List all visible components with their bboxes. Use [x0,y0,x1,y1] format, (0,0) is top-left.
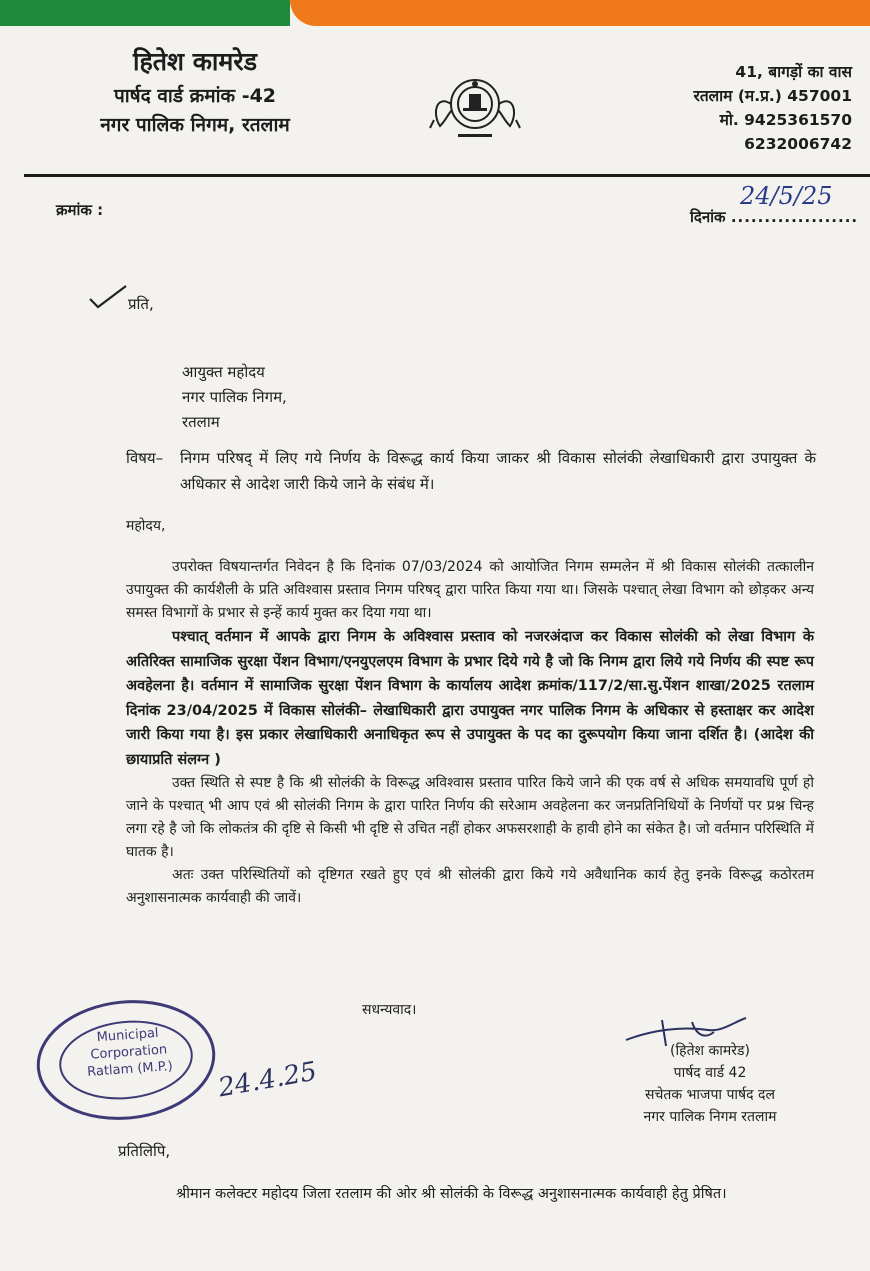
date-dots: ................... [730,208,859,226]
paragraph-3: उक्त स्थिति से स्पष्ट है कि श्री सोलंकी के विरूद्ध अविश्वास प्रस्ताव पारित किये जाने की एक वर्ष से अधिक समयावधि पूर्ण हो जाने के पश्चात् भी आप एवं श्री सोलंकी निगम के द्वारा पारित निर्णय की सरेआम अवहेलना कर जनप्रतिनिधियों के निर्णयों पर प्रश्न चिन्ह लगा रहे है जो कि लोकतंत्र की दृष्टि से किसी भी दृष्टि से उचित नहीं होकर अफसरशाही के हावी होने का संकेत है। जो वर्तमान परिस्थिति में घातक है। [126,775,814,860]
subject-label: विषय– [126,449,164,467]
phone-2: 6232006742 [744,135,852,153]
signature-block [600,1040,820,1128]
closing: सधन्यवाद। [362,1002,417,1018]
subject-block [126,445,816,497]
signatory-role: सचेतक भाजपा पार्षद दल [645,1087,775,1103]
checkmark-icon [88,283,128,311]
recipient-line-3: रतलाम [182,413,220,431]
stamp-line-2: Corporation [89,1042,168,1063]
municipal-emblem-icon [428,64,522,152]
phone-1: मो. 9425361570 [719,111,852,129]
stamp-line-1: Municipal [96,1025,160,1046]
copy-label: प्रतिलिपि, [118,1142,171,1160]
copy-text-content: श्रीमान कलेक्टर महोदय जिला रतलाम की ओर श्री सोलंकी के विरूद्ध अनुशासनात्मक कार्यवाही हेतु प्रेषित। [176,1186,727,1202]
sender-address [693,60,852,156]
date-label: दिनांक [690,208,726,226]
stamp-received-date: 24.4.25 [216,1056,320,1104]
sender-block [60,44,330,140]
letter-body [126,556,814,910]
salutation: महोदय, [126,518,166,534]
reference-number-label: क्रमांक : [56,201,104,219]
signatory-designation: पार्षद वार्ड 42 [673,1065,747,1081]
address-line-1: 41, बागड़ों का वास [735,63,852,81]
green-band [0,0,290,26]
sender-name: हितेश कामरेड [133,47,257,76]
handwritten-date: 24/5/25 [740,182,833,210]
to-label: प्रति, [128,295,154,313]
signatory-organization: नगर पालिक निगम रतलाम [643,1109,777,1125]
paragraph-4: अतः उक्त परिस्थितियों को दृष्टिगत रखते हुए एवं श्री सोलंकी द्वारा किये गये अवैधानिक कार्य हेतु इनके विरूद्ध कठोरतम अनुशासनात्मक कार्यवाही की जावें। [126,867,814,906]
paragraph-1: उपरोक्त विषयान्तर्गत निवेदन है कि दिनांक 07/03/2024 को आयोजित निगम सम्मलेन में श्री विकास सोलंकी तत्कालीन उपायुक्त की कार्यशैली के प्रति अविश्वास प्रस्ताव निगम परिषद् द्वारा पारित किया गया था। जिसके पश्चात् लेखा विभाग को छोड़कर अन्य समस्त विभागों के प्रभार से इन्हें कार्य मुक्त कर दिया गया था। [126,559,814,621]
letterhead-color-bar [0,0,870,26]
subject-text: निगम परिषद् में लिए गये निर्णय के विरूद्ध कार्य किया जाकर श्री विकास सोलंकी लेखाधिकारी द्वारा उपायुक्त के अधिकार से आदेश जारी किये जाने के संबंध में। [180,449,816,493]
stamp-text [84,1024,173,1081]
address-line-2: रतलाम (म.प्र.) 457001 [693,87,852,105]
signatory-name: (हितेश कामरेड) [670,1043,750,1059]
stamp-line-3: Ratlam (M.P.) [86,1058,174,1080]
recipient-line-1: आयुक्त महोदय [182,363,265,381]
copy-text [118,1182,810,1206]
recipient-block [182,360,287,435]
date-field [690,207,858,227]
sender-organization: नगर पालिक निगम, रतलाम [100,114,290,136]
orange-band [290,0,870,26]
header-divider [24,174,870,177]
sender-designation: पार्षद वार्ड क्रमांक -42 [113,85,277,107]
recipient-line-2: नगर पालिक निगम, [182,388,287,406]
paragraph-2: पश्चात् वर्तमान में आपके द्वारा निगम के अविश्वास प्रस्ताव को नजरअंदाज कर विकास सोलंकी को लेखा विभाग के अतिरिक्त सामाजिक सुरक्षा पेंशन विभाग/एनयुएलएम विभाग के प्रभार दिये गये है जो कि निगम द्वारा लिये गये निर्णय की स्पष्ट रूप अवहेलना है। वर्तमान में सामाजिक सुरक्षा पेंशन विभाग के कार्यालय आदेश क्रमांक/117/2/सा.सु.पेंशन शाखा/2025 रतलाम दिनांक 23/04/2025 में विकास सोलंकी– लेखाधिकारी द्वारा उपायुक्त नगर पालिक निगम के अधिकार से हस्ताक्षर कर आदेश जारी किया गया है। इस प्रकार लेखाधिकारी अनाधिकृत रूप से उपायुक्त के पद का दुरूपयोग किया जाना दर्शित है। (आदेश की छायाप्रति संलग्न ) [126,629,814,768]
